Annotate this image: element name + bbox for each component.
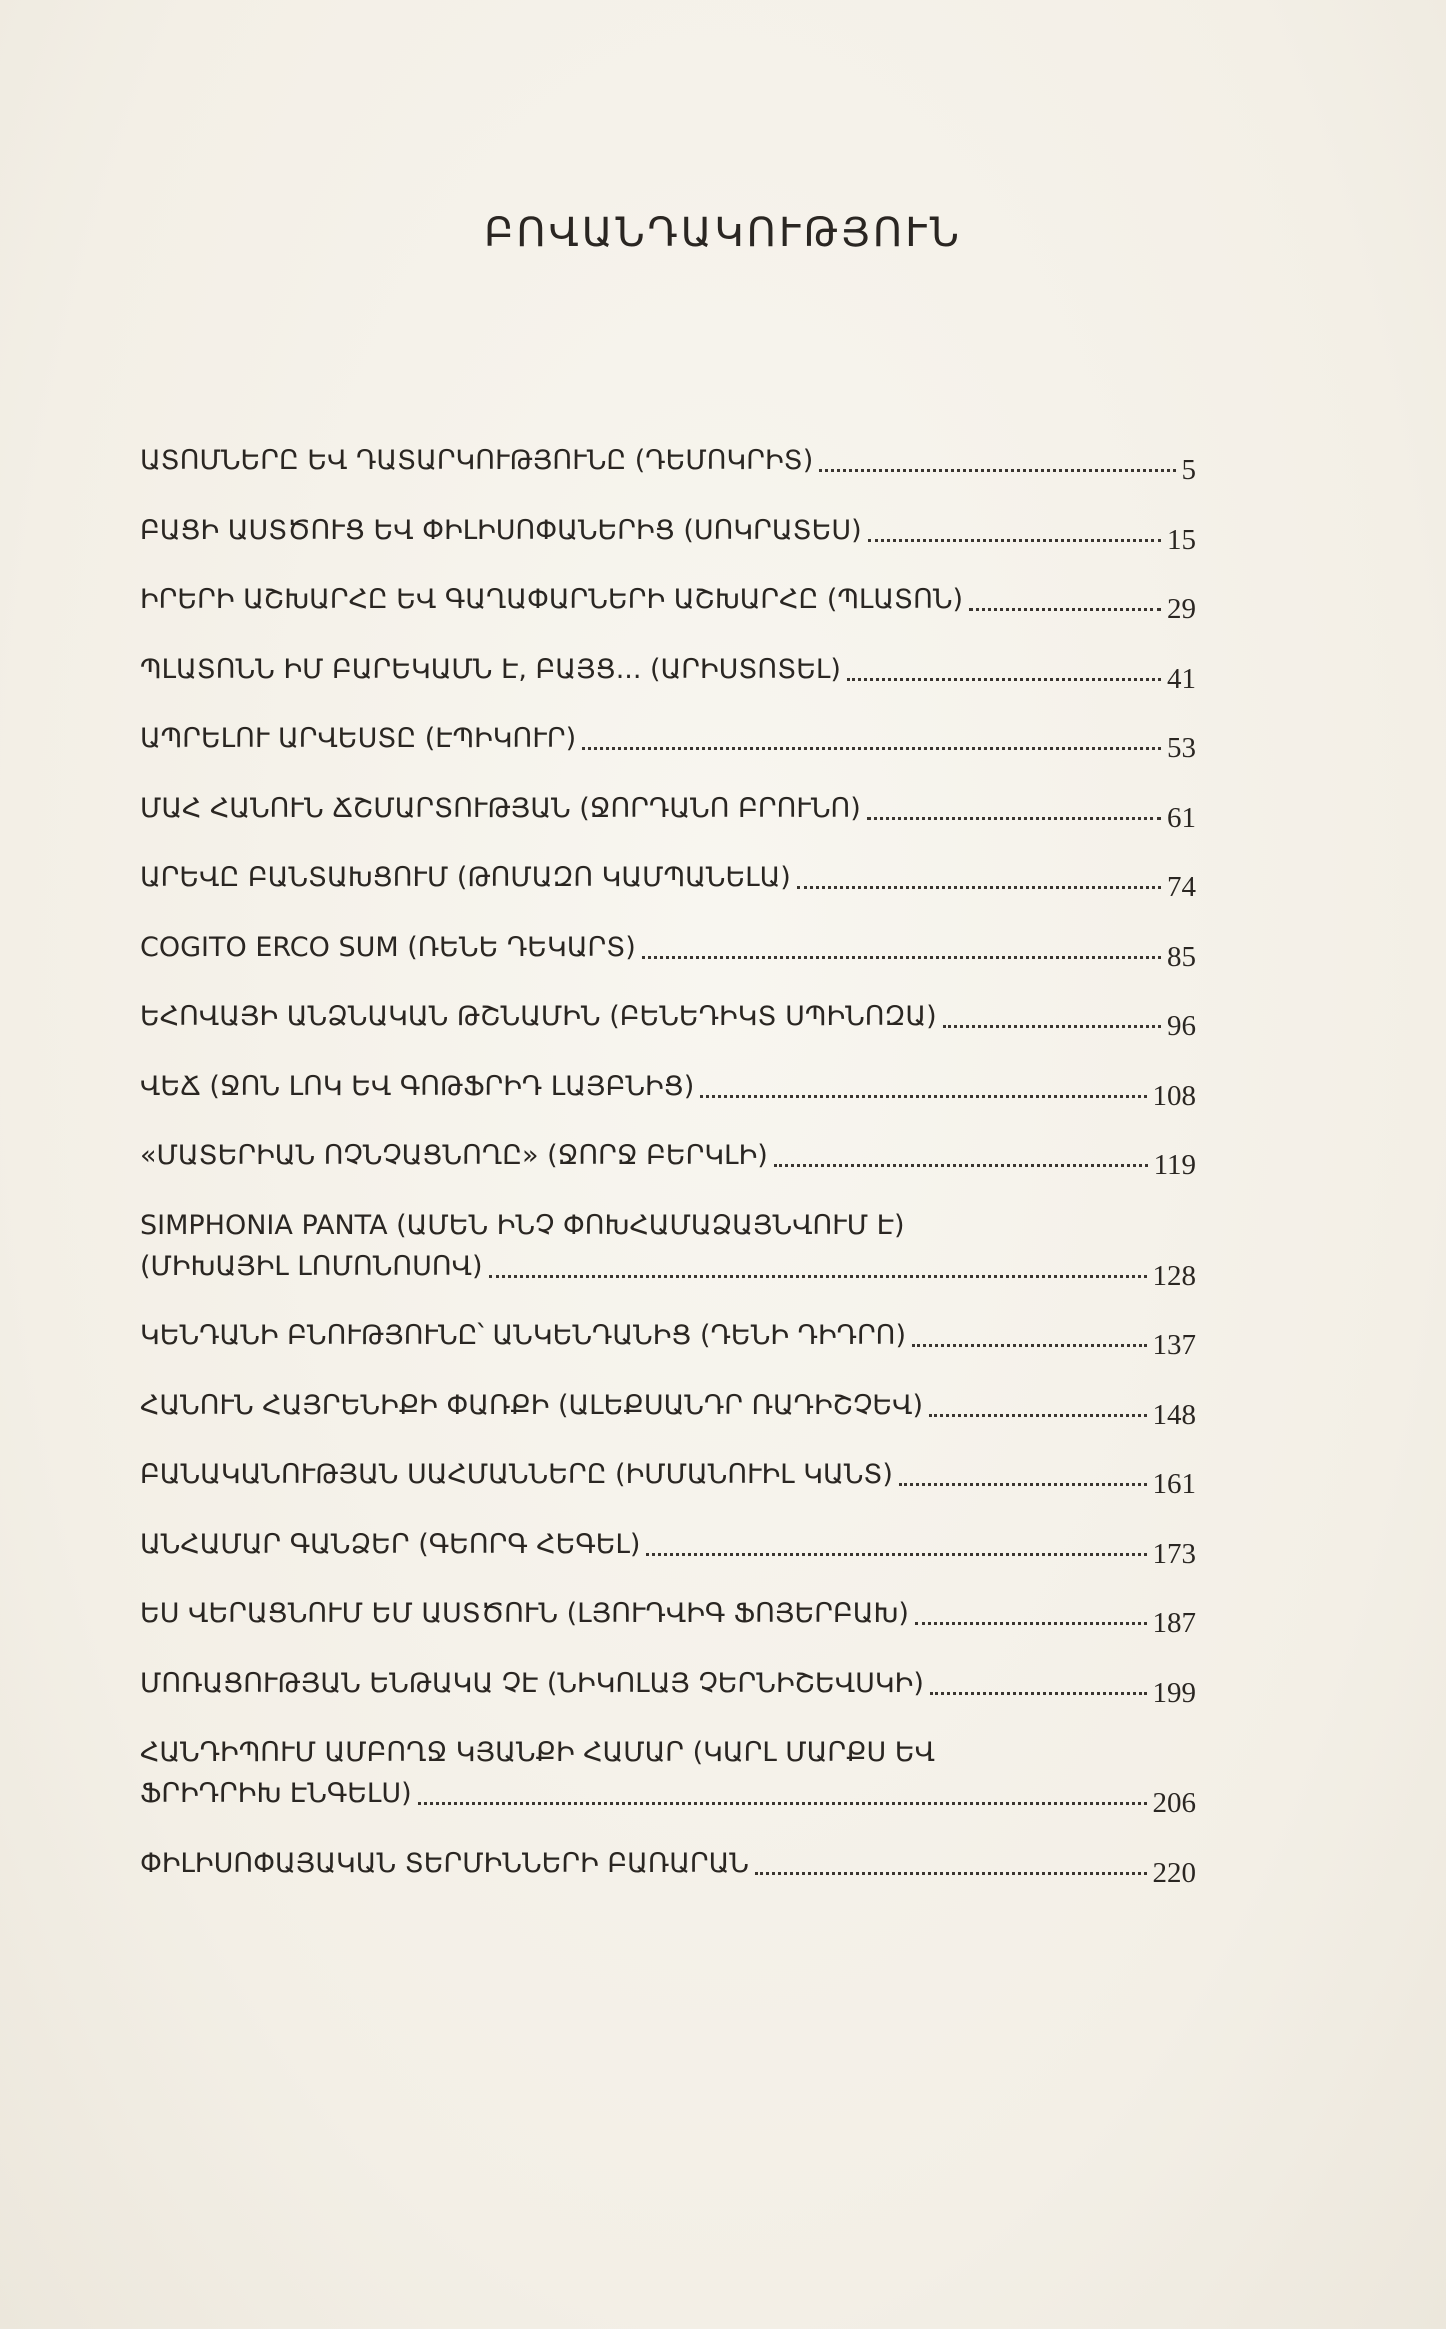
toc-entry-title: ԱՐԵՎԸ ԲԱՆՏԱԽՑՈՒՄ (ԹՈՄԱԶՈ ԿԱՄՊԱՆԵԼԱ) [140, 862, 791, 893]
toc-entry [140, 1066, 1196, 1112]
toc-entry-title: ՀԱՆԴԻՊՈՒՄ ԱՄԲՈՂՋ ԿՅԱՆՔԻ ՀԱՄԱՐ (ԿԱՐԼ ՄԱՐՔՍ ԵՎ [140, 1737, 935, 1768]
toc-entry-title: SIMPHONIA PANTA (ԱՄԵՆ ԻՆՉ ՓՈԽՀԱՄԱՁԱՅՆՎՈՒՄ Է) [140, 1209, 905, 1241]
toc-entry [140, 1732, 1196, 1819]
toc-entry-page-number: 119 [1153, 1149, 1196, 1181]
toc-entry-page-number: 187 [1152, 1607, 1196, 1639]
toc-entry [140, 1135, 1196, 1181]
toc-entry-title: ԱՏՈՄՆԵՐԸ ԵՎ ԴԱՏԱՐԿՈՒԹՅՈՒՆԸ (ԴԵՄՈԿՐԻՏ) [140, 445, 814, 476]
dot-leader [943, 1025, 1161, 1028]
dot-leader [755, 1872, 1147, 1875]
toc-entry [140, 1843, 1196, 1889]
toc-entry [140, 857, 1196, 903]
dot-leader [489, 1275, 1147, 1278]
toc-entry-title-line2: ՖՐԻԴՐԻԽ ԷՆԳԵԼՍ) [140, 1778, 412, 1809]
toc-entry [140, 927, 1196, 973]
toc-entry [140, 788, 1196, 834]
toc-entry-page-number: 85 [1167, 940, 1196, 973]
toc-entry-title: ՀԱՆՈՒՆ ՀԱՅՐԵՆԻՔԻ ՓԱՌՔԻ (ԱԼԵՔՍԱՆԴՐ ՌԱԴԻՇՉԵՎ) [140, 1389, 923, 1421]
toc-entry-title: ՊԼԱՏՈՆՆ ԻՄ ԲԱՐԵԿԱՄՆ Է, ԲԱՅՑ... (ԱՐԻՍՏՈՏԵԼ) [140, 653, 841, 685]
toc-entry-continuation [140, 1773, 1196, 1819]
toc-entry-title: COGITO ERCO SUM (ՌԵՆԵ ԴԵԿԱՐՏ) [140, 931, 636, 963]
dot-leader [418, 1802, 1147, 1805]
toc-entry [140, 1593, 1196, 1639]
dot-leader [899, 1483, 1147, 1486]
toc-entry-title: ՎԵՃ (ՋՈՆ ԼՈԿ ԵՎ ԳՈԹՖՐԻԴ ԼԱՅԲՆԻՑ) [140, 1070, 695, 1102]
toc-entry-title: ՄՈՌԱՑՈՒԹՅԱՆ ԵՆԹԱԿԱ ՉԷ (ՆԻԿՈԼԱՅ ՉԵՐՆԻՇԵՎՍԿԻ) [140, 1667, 924, 1699]
toc-entry-title: ԵՀՈՎԱՅԻ ԱՆՁՆԱԿԱՆ ԹՇՆԱՄԻՆ (ԲԵՆԵԴԻԿՏ ՍՊԻՆՈԶԱ) [140, 1001, 937, 1032]
toc-entry-page-number: 15 [1167, 523, 1196, 556]
toc-entry-title-line2: (ՄԻԽԱՅԻԼ ԼՈՄՈՆՈՍՈՎ) [140, 1250, 483, 1282]
toc-entry-page-number: 220 [1152, 1856, 1196, 1889]
toc-entry-continuation [140, 1246, 1196, 1292]
toc-entry [140, 1385, 1196, 1431]
toc-entry-page-number: 41 [1167, 662, 1196, 695]
dot-leader [819, 469, 1175, 472]
page-title: ԲՈՎԱՆԴԱԿՈՒԹՅՈՒՆ [484, 210, 962, 256]
toc-entry-title: ԵՍ ՎԵՐԱՑՆՈՒՄ ԵՄ ԱՍՏԾՈՒՆ (ԼՅՈՒԴՎԻԳ ՖՈՅԵՐԲԱԽ) [140, 1598, 909, 1629]
toc-entry-title: ԱՊՐԵԼՈՒ ԱՐՎԵՍՏԸ (ԷՊԻԿՈՒՐ) [140, 723, 577, 754]
toc-entry-title: ՄԱՀ ՀԱՆՈՒՆ ՃՇՄԱՐՏՈՒԹՅԱՆ (ՋՈՐԴԱՆՈ ԲՐՈՒՆՈ) [140, 792, 861, 824]
toc-entry [140, 718, 1196, 764]
toc-entry-page-number: 148 [1152, 1398, 1196, 1431]
dot-leader [929, 1414, 1147, 1417]
toc-entry-title: ՓԻԼԻՍՈՓԱՅԱԿԱՆ ՏԵՐՄԻՆՆԵՐԻ ԲԱՌԱՐԱՆ [140, 1847, 749, 1879]
toc-entry-page-number: 161 [1152, 1468, 1196, 1500]
toc-entry-page-number: 206 [1152, 1787, 1196, 1819]
dot-leader [847, 678, 1161, 681]
toc-entry-title: ԻՐԵՐԻ ԱՇԽԱՐՀԸ ԵՎ ԳԱՂԱՓԱՐՆԵՐԻ ԱՇԽԱՐՀԸ (ՊԼԱՏՈՆ) [140, 584, 964, 615]
toc-entry [140, 1315, 1196, 1361]
dot-leader [774, 1164, 1148, 1167]
dot-leader [867, 817, 1161, 820]
toc-entry [140, 996, 1196, 1042]
toc-entry-page-number: 5 [1181, 454, 1196, 486]
toc-entry-page-number: 173 [1152, 1537, 1196, 1570]
toc-entry [140, 440, 1196, 486]
toc-entry [140, 579, 1196, 625]
toc-entry-page-number: 128 [1152, 1259, 1196, 1292]
dot-leader [646, 1553, 1146, 1556]
dot-leader [969, 608, 1161, 611]
toc-entry-page-number: 137 [1152, 1329, 1196, 1361]
toc-entry [140, 649, 1196, 695]
dot-leader [930, 1692, 1147, 1695]
toc-entry-title: «ՄԱՏԵՐԻԱՆ ՈՉՆՉԱՑՆՈՂԸ» (ՋՈՐՋ ԲԵՐԿԼԻ) [140, 1140, 768, 1171]
toc-entry-title: ԲԱՆԱԿԱՆՈՒԹՅԱՆ ՍԱՀՄԱՆՆԵՐԸ (ԻՄՄԱՆՈՒԻԼ ԿԱՆՏ) [140, 1459, 893, 1490]
dot-leader [582, 747, 1161, 750]
toc-entry-page-number: 199 [1152, 1676, 1196, 1709]
toc-entry [140, 1663, 1196, 1709]
toc-entry [140, 510, 1196, 556]
toc-entry-page-number: 108 [1152, 1079, 1196, 1112]
toc-entry-page-number: 74 [1167, 871, 1196, 903]
toc-entry-page-number: 29 [1167, 593, 1196, 625]
dot-leader [868, 539, 1161, 542]
dot-leader [915, 1622, 1147, 1625]
toc-entry-title: ԱՆՀԱՄԱՐ ԳԱՆՁԵՐ (ԳԵՈՐԳ ՀԵԳԵԼ) [140, 1528, 641, 1560]
toc-entry-page-number: 96 [1167, 1010, 1196, 1042]
toc-entry [140, 1205, 1196, 1292]
toc-entry-title: ԿԵՆԴԱՆԻ ԲՆՈՒԹՅՈՒՆԸ՝ ԱՆԿԵՆԴԱՆԻՑ (ԴԵՆԻ ԴԻԴՐՈ) [140, 1320, 906, 1351]
dot-leader [912, 1344, 1147, 1347]
dot-leader [642, 956, 1161, 959]
dot-leader [797, 886, 1161, 889]
toc-entry [140, 1454, 1196, 1500]
table-of-contents [140, 440, 1196, 1912]
toc-entry-page-number: 61 [1167, 801, 1196, 834]
dot-leader [700, 1095, 1146, 1098]
toc-entry-page-number: 53 [1167, 732, 1196, 764]
toc-entry [140, 1524, 1196, 1570]
toc-entry-title: ԲԱՑԻ ԱՍՏԾՈՒՑ ԵՎ ՓԻԼԻՍՈՓԱՆԵՐԻՑ (ՍՈԿՐԱՏԵՍ) [140, 514, 862, 546]
